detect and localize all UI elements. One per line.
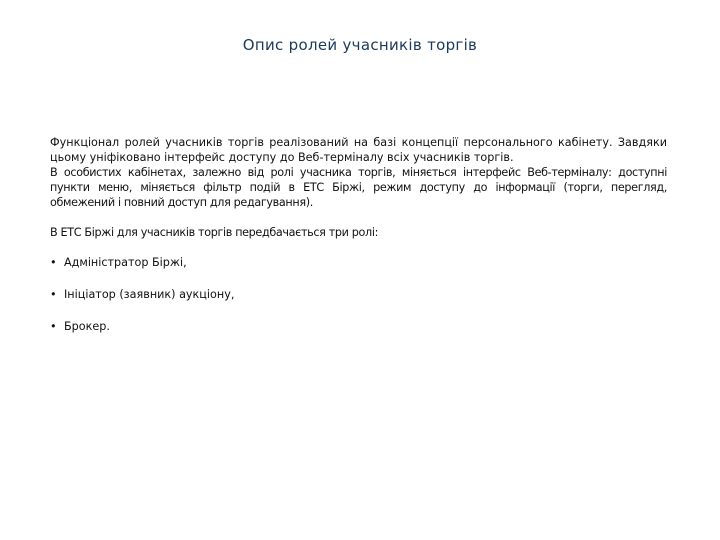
- paragraph-roles-intro: В ЕТС Біржі для учасників торгів передбачається три ролі:: [50, 226, 379, 239]
- paragraph-interface-differences: В особистих кабінетах, залежно від ролі учасника торгів, міняється інтерфейс Веб-терміналу: доступні пункти меню, міняється фільтр подій в ЕТС Біржі, режим доступу до інформації (торги, перегляд, обмежений і повний доступ для редагування).: [50, 166, 667, 209]
- content-body: [50, 135, 667, 334]
- bullet-icon: •: [50, 256, 57, 269]
- list-item-role-broker: [50, 319, 667, 334]
- list-item-role-admin: [50, 255, 667, 270]
- role-label: Ініціатор (заявник) аукціону,: [64, 288, 235, 301]
- role-label: Брокер.: [64, 320, 110, 333]
- paragraph-cabinet-concept: Функціонал ролей учасників торгів реалізований на базі концепції персонального кабінету. Завдяки цьому уніфіковано інтерфейс доступу до Веб-терміналу всіх учасників торгів.: [50, 136, 667, 164]
- bullet-icon: •: [50, 320, 57, 333]
- bullet-icon: •: [50, 288, 57, 301]
- role-label: Адміністратор Біржі,: [64, 256, 187, 269]
- page-title: Опис ролей учасників торгів: [242, 36, 478, 54]
- list-item-role-initiator: [50, 287, 667, 302]
